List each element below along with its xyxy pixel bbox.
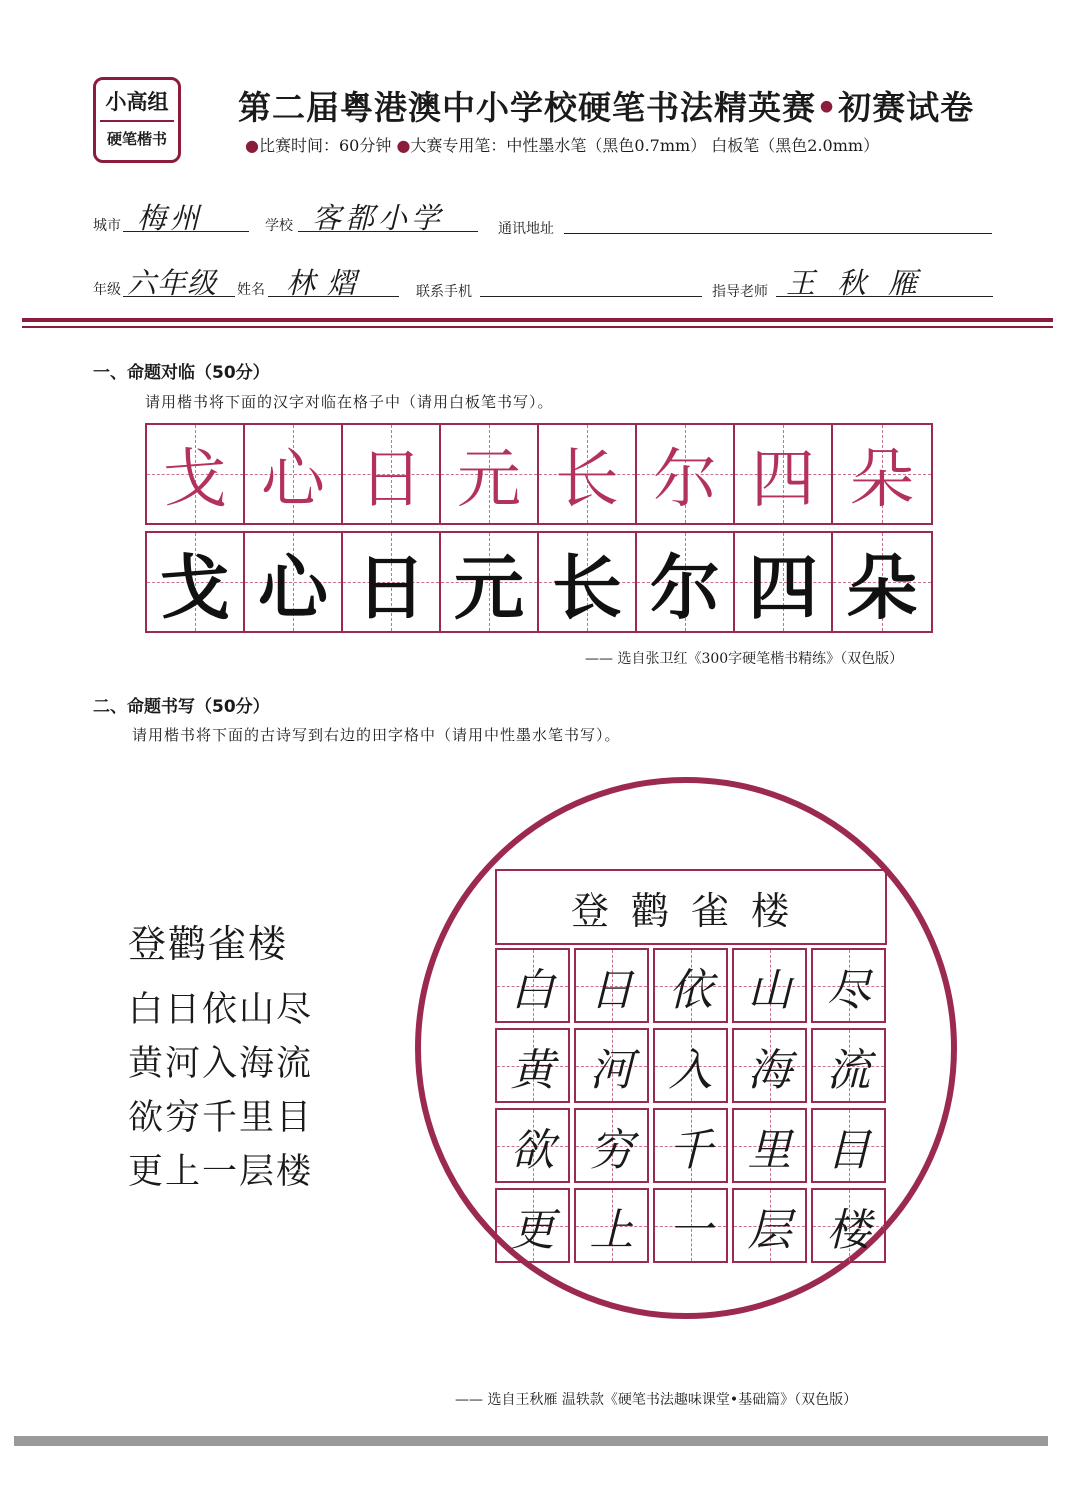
poem-line: 黄河入海流 — [128, 1044, 314, 1084]
name-field[interactable] — [268, 261, 399, 300]
model-char: 戈 — [163, 443, 227, 517]
city-label: 城市 — [93, 218, 121, 234]
grid-cell[interactable] — [495, 1108, 570, 1183]
section2-source: —— 选自王秋雁 温轶款《硬笔书法趣味课堂•基础篇》（双色版） — [455, 1392, 858, 1408]
grid-cell[interactable] — [732, 948, 807, 1023]
section2-instruction: 请用楷书将下面的古诗写到右边的田字格中（请用中性墨水笔书写）。 — [132, 726, 621, 744]
written-char: 山 — [747, 964, 792, 1016]
copy-cell[interactable] — [245, 533, 343, 631]
teacher-field[interactable] — [776, 261, 993, 300]
grid-row — [495, 1188, 887, 1263]
model-cell — [735, 425, 833, 523]
grid-cell[interactable] — [574, 1108, 649, 1183]
page-subtitle — [245, 133, 879, 156]
written-char: 一 — [668, 1204, 713, 1256]
school-field[interactable] — [298, 196, 478, 235]
copy-cell[interactable] — [637, 533, 735, 631]
copy-cell[interactable] — [735, 533, 833, 631]
footer-bar — [14, 1436, 1048, 1446]
grade-field[interactable] — [123, 261, 235, 300]
model-char: 日 — [359, 443, 423, 517]
address-label: 通讯地址 — [498, 221, 554, 237]
written-char: 黄 — [510, 1044, 555, 1096]
grid-cell[interactable] — [811, 1028, 886, 1103]
badge-style: 硬笔楷书 — [106, 130, 167, 148]
written-char: 四 — [748, 545, 818, 629]
grid-cell[interactable] — [811, 1108, 886, 1183]
school-label: 学校 — [265, 218, 293, 234]
model-cell — [441, 425, 539, 523]
group-badge — [93, 77, 181, 163]
teacher-label: 指导老师 — [712, 284, 768, 300]
section1-heading: 一、命题对临（50分） — [93, 363, 270, 383]
model-cell — [833, 425, 931, 523]
grid-cell[interactable] — [732, 1188, 807, 1263]
copy-cell[interactable] — [539, 533, 637, 631]
copy-cell[interactable] — [147, 533, 245, 631]
page-title — [238, 82, 974, 129]
poem-line: 更上一层楼 — [128, 1152, 314, 1192]
model-char-grid — [145, 423, 933, 525]
grade-value: 六年级 — [127, 266, 218, 300]
city-field[interactable] — [123, 196, 249, 235]
written-char: 依 — [668, 964, 713, 1016]
model-char: 四 — [751, 443, 815, 517]
written-char: 流 — [826, 1044, 871, 1096]
poem-title: 登鹳雀楼 — [128, 922, 289, 966]
bullet-icon: ● — [396, 136, 411, 155]
name-label: 姓名 — [237, 282, 265, 298]
written-char: 上 — [589, 1204, 634, 1256]
written-char: 里 — [747, 1124, 792, 1176]
time-info: 比赛时间：60分钟 — [258, 136, 392, 155]
written-char: 入 — [668, 1044, 713, 1096]
grid-cell[interactable] — [495, 948, 570, 1023]
model-char: 长 — [555, 443, 619, 517]
written-poem-title: 登鹳雀楼 — [570, 888, 811, 933]
grid-cell[interactable] — [574, 1028, 649, 1103]
written-char: 穷 — [589, 1124, 634, 1176]
grid-cell[interactable] — [811, 1188, 886, 1263]
written-char: 尽 — [826, 964, 871, 1016]
poem-line: 白日依山尽 — [128, 990, 314, 1030]
city-value: 梅州 — [137, 201, 204, 235]
model-char: 元 — [457, 443, 521, 517]
copy-cell[interactable] — [833, 533, 931, 631]
written-char: 层 — [747, 1204, 792, 1256]
written-char: 尔 — [650, 545, 720, 629]
school-value: 客都小学 — [312, 201, 445, 235]
model-cell — [245, 425, 343, 523]
written-char: 朵 — [847, 545, 917, 629]
grid-cell[interactable] — [732, 1028, 807, 1103]
answer-title-box[interactable] — [495, 869, 887, 945]
grid-cell[interactable] — [574, 948, 649, 1023]
model-cell — [539, 425, 637, 523]
grid-cell[interactable] — [653, 1108, 728, 1183]
model-char: 尔 — [653, 443, 717, 517]
written-char: 海 — [747, 1044, 792, 1096]
written-char: 戈 — [160, 545, 230, 629]
phone-field[interactable] — [480, 278, 702, 297]
header-divider-thin — [22, 326, 1053, 328]
written-char: 目 — [826, 1124, 871, 1176]
section1-instruction: 请用楷书将下面的汉字对临在格子中（请用白板笔书写）。 — [145, 393, 554, 411]
copy-cell[interactable] — [343, 533, 441, 631]
grid-cell[interactable] — [653, 1188, 728, 1263]
written-char: 千 — [668, 1124, 713, 1176]
grid-cell[interactable] — [811, 948, 886, 1023]
badge-divider — [100, 120, 174, 122]
written-char: 河 — [589, 1044, 634, 1096]
grid-cell[interactable] — [732, 1108, 807, 1183]
section1-source: —— 选自张卫红《300字硬笔楷书精练》（双色版） — [585, 651, 904, 667]
grid-cell[interactable] — [653, 1028, 728, 1103]
phone-label: 联系手机 — [416, 284, 472, 300]
answer-grid[interactable] — [495, 948, 887, 1268]
teacher-value: 王秋雁 — [786, 266, 940, 300]
address-field[interactable] — [564, 215, 992, 234]
title-suffix: 初赛试卷 — [838, 88, 975, 127]
model-cell — [147, 425, 245, 523]
grid-cell[interactable] — [574, 1188, 649, 1263]
written-char: 楼 — [826, 1204, 871, 1256]
written-char: 更 — [510, 1204, 555, 1256]
poem-line: 欲穷千里目 — [128, 1098, 314, 1138]
written-char: 日 — [356, 545, 426, 629]
bullet-icon: ● — [245, 136, 259, 155]
model-char: 心 — [261, 443, 325, 517]
grid-row — [495, 1108, 887, 1183]
grid-cell[interactable] — [495, 1028, 570, 1103]
title-dot: • — [816, 88, 839, 127]
grid-cell[interactable] — [495, 1188, 570, 1263]
model-char: 朵 — [850, 443, 914, 517]
written-char: 白 — [510, 964, 555, 1016]
grid-row — [495, 1028, 887, 1103]
pen-info: 大赛专用笔：中性墨水笔（黑色0.7mm） 白板笔（黑色2.0mm） — [410, 136, 880, 155]
written-char: 心 — [258, 545, 328, 629]
title-main: 第二届粤港澳中小学校硬笔书法精英赛 — [238, 88, 816, 127]
model-cell — [343, 425, 441, 523]
model-cell — [637, 425, 735, 523]
written-char: 欲 — [510, 1124, 555, 1176]
badge-group: 小高组 — [105, 90, 169, 114]
written-char: 长 — [552, 545, 622, 629]
written-char: 日 — [589, 964, 634, 1016]
section2-heading: 二、命题书写（50分） — [93, 697, 270, 717]
header-divider — [22, 318, 1053, 322]
grid-row — [495, 948, 887, 1023]
copy-char-grid[interactable] — [145, 531, 933, 633]
name-value: 林熠 — [286, 266, 369, 300]
grid-cell[interactable] — [653, 948, 728, 1023]
copy-cell[interactable] — [441, 533, 539, 631]
grade-label: 年级 — [93, 282, 121, 298]
written-char: 元 — [454, 545, 524, 629]
